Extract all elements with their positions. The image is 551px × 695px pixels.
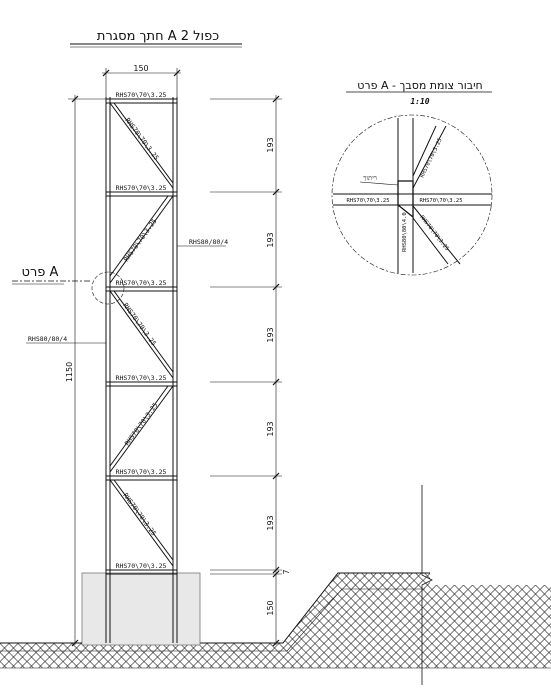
weld-leader [360, 182, 398, 185]
column-label-left: RHS80/80/4 [28, 335, 68, 343]
detail-horizontal-label-left: RHS70\70\3.25 [346, 198, 390, 204]
column-left [106, 97, 110, 643]
panel-dim-1: 193 [266, 137, 275, 153]
panel-dim-3: 193 [266, 327, 275, 343]
detail-diag-upper-label: RHS70\70\3.25 [419, 137, 444, 179]
width-dim-value: 150 [133, 64, 149, 73]
chord-label: RHS70\70\3.25 [115, 91, 167, 99]
detail-diag-lower-label: RHS70\70\3.25 [418, 214, 450, 253]
diagonals [110, 103, 173, 566]
chord-label: RHS70\70\3.25 [115, 184, 167, 192]
diagonal-label: RHS70\70\3.25 [121, 301, 158, 348]
base-dim: 150 [266, 600, 275, 616]
detail-title: פרט A - חיבור צומת מסבך [357, 79, 483, 92]
drawing-title: חתך מסגרת A כפול 2 [96, 29, 220, 44]
column-right [173, 97, 177, 643]
gap-dim: 7 [282, 569, 291, 575]
panel-dim-5: 193 [266, 515, 275, 531]
diagonal-label: RHS70\70\3.25 [123, 116, 161, 162]
diagonal-label: RHS70\70\3.25 [122, 217, 159, 264]
chord-label: RHS70\70\3.25 [115, 562, 167, 570]
total-height-value: 1150 [65, 361, 74, 383]
panel-dim-4: 193 [266, 421, 275, 437]
panel-dim-2: 193 [266, 232, 275, 248]
chord-label: RHS70\70\3.25 [115, 374, 167, 382]
chords [106, 99, 177, 574]
detail-weld-label: ריתוך [363, 174, 377, 182]
chord-label: RHS70\70\3.25 [115, 279, 167, 287]
column-label-right: RHS80/80/4 [189, 238, 229, 246]
diagonal-label: RHS70\70\3.25 [123, 401, 160, 448]
detail-horizontal-label-right: RHS70\70\3.25 [419, 198, 463, 204]
chord-label: RHS70\70\3.25 [115, 468, 167, 476]
detail-column-label: RHS80\80\4.0 [402, 212, 408, 252]
right-dimension-chain [200, 95, 282, 646]
detail-scale: 1:10 [410, 97, 430, 106]
detail-callout-label: פרט A [21, 265, 59, 280]
detail-members [333, 118, 492, 273]
detail-callout-circle [92, 272, 124, 304]
concrete-footing [82, 573, 200, 645]
diagonal-label: RHS70\70\3.25 [121, 491, 158, 538]
detail-circle [332, 115, 492, 275]
